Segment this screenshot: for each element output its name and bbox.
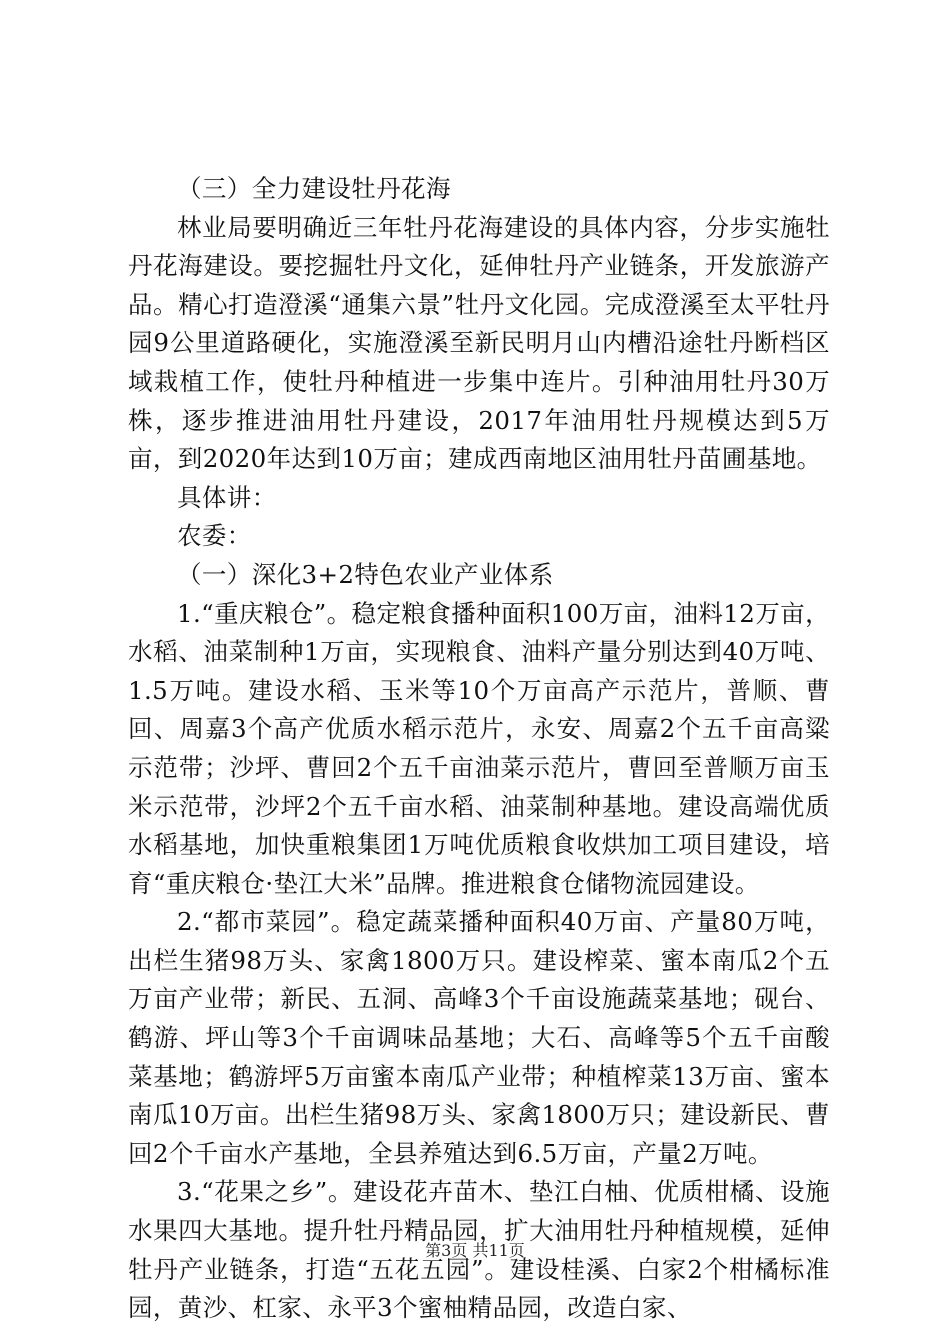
body-paragraph: 林业局要明确近三年牡丹花海建设的具体内容，分步实施牡丹花海建设。要挖掘牡丹文化，延伸牡丹产业链条，开发旅游产品。精心打造澄溪“通集六景”牡丹文化园。完成澄溪至太平牡丹园9公里道路硬化，实施澄溪至新民明月山内槽沿途牡丹断档区域栽植工作，使牡丹种植进一步集中连片。引种油用牡丹30万株，逐步推进油用牡丹建设，2017年油用牡丹规模达到5万亩，到2020年达到10万亩；建成西南地区油用牡丹苗圃基地。	[128, 212, 830, 474]
body-paragraph: 具体讲：	[177, 482, 277, 512]
page-number-footer: 第3页 共11页	[425, 1241, 525, 1260]
body-paragraph: 1.“重庆粮仓”。稳定粮食播种面积100万亩，油料12万亩，水稻、油菜制种1万亩，实现粮食、油料产量分别达到40万吨、1.5万吨。建设水稻、玉米等10个万亩高产示范片，普顺、曹回、周嘉3个高产优质水稻示范片，永安、周嘉2个五千亩高粱示范带；沙坪、曹回2个五千亩油菜示范片，曹回至普顺万亩玉米示范带，沙坪2个五千亩水稻、油菜制种基地。建设高端优质水稻基地，加快重粮集团1万吨优质粮食收烘加工项目建设，培育“重庆粮仓·垫江大米”品牌。推进粮食仓储物流园建设。	[128, 598, 830, 898]
body-paragraph: 3.“花果之乡”。建设花卉苗木、垫江白柚、优质柑橘、设施水果四大基地。提升牡丹精品园，扩大油用牡丹种植规模，延伸牡丹产业链条，打造“五花五园”。建设桂溪、白家2个柑橘标准园，黄沙、杠家、永平3个蜜柚精品园，改造白家、	[128, 1177, 830, 1323]
body-paragraph: 2.“都市菜园”。稳定蔬菜播种面积40万亩、产量80万吨，出栏生猪98万头、家禽1800万只。建设榨菜、蜜本南瓜2个五万亩产业带；新民、五洞、高峰3个千亩设施蔬菜基地；砚台、鹤游、坪山等3个千亩调味品基地；大石、高峰等5个五千亩酸菜基地；鹤游坪5万亩蜜本南瓜产业带；种植榨菜13万亩、蜜本南瓜10万亩。出栏生猪98万头、家禽1800万只；建设新民、曹回2个千亩水产基地，全县养殖达到6.5万亩，产量2万吨。	[128, 907, 830, 1168]
section-heading: （三）全力建设牡丹花海	[177, 174, 451, 203]
body-paragraph: 农委：	[177, 521, 252, 551]
document-body	[128, 170, 830, 1328]
section-heading: （一）深化3+2特色农业产业体系	[177, 559, 554, 589]
